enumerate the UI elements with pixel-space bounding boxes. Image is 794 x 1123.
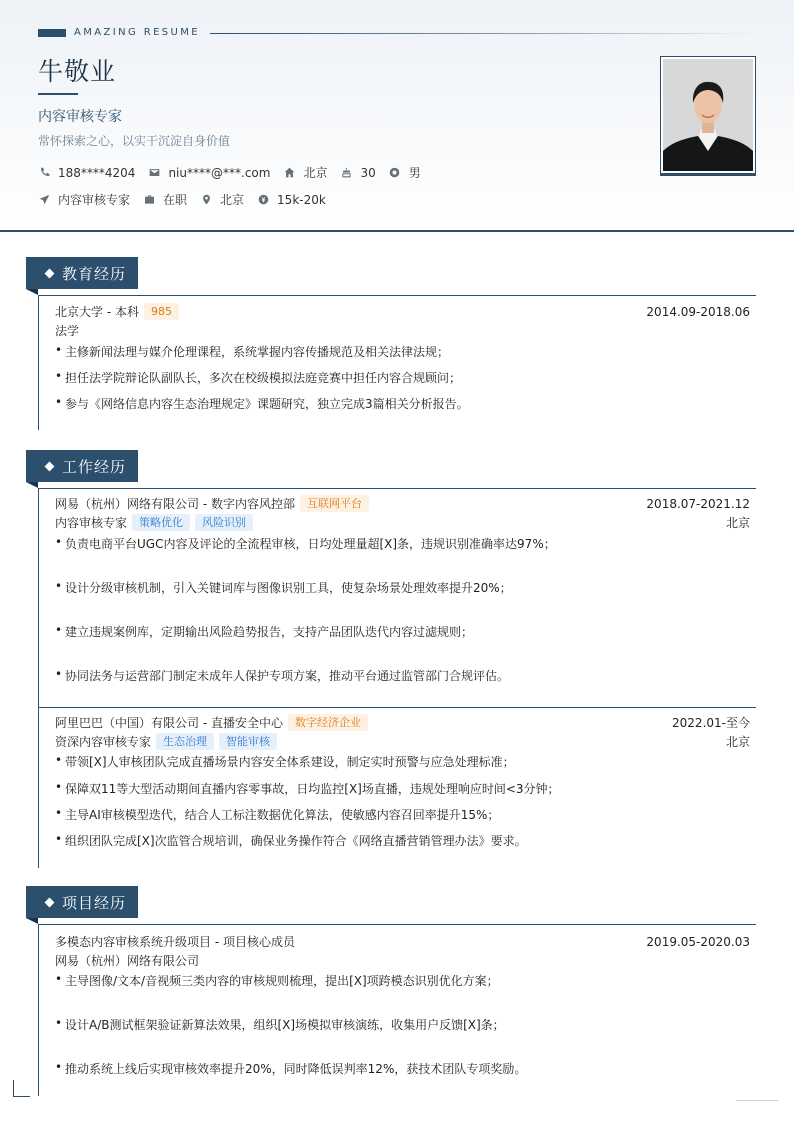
list-item: • 参与《网络信息内容生态治理规定》课题研究，独立完成3篇相关分析报告。: [55, 395, 469, 411]
diamond-icon: [45, 897, 55, 907]
bullet-divider: [38, 574, 39, 614]
list-item: • 协同法务与运营部门制定未成年人保护专项方案，推动平台通过监管部门合规评估。: [55, 667, 510, 683]
salary-text: 15k-20k: [277, 192, 326, 207]
name-underline: [38, 93, 78, 95]
education-date: 2014.09-2018.06: [646, 304, 750, 319]
age-text: 30: [360, 165, 376, 180]
list-item: • 担任法学院辩论队副队长，多次在校级模拟法庭竞赛中担任内容合规顾问；: [55, 369, 462, 385]
intent-city-text: 北京: [220, 193, 245, 207]
section-rule: [38, 488, 756, 489]
home-icon: [283, 167, 295, 179]
phone-text: 188****4204: [58, 165, 136, 180]
phone-icon: [38, 167, 50, 179]
work-heading-text: 工作经历: [62, 457, 127, 476]
list-item: • 带领[X]人审核团队完成直播场景内容安全体系建设，制定实时预警与应急处理标准；: [55, 753, 515, 769]
job-date: 2022.01-至今: [672, 716, 750, 730]
section-rule: [38, 295, 756, 296]
bullet-divider: [38, 364, 39, 386]
job-city: 北京: [725, 735, 750, 749]
list-item: • 设计A/B测试框架验证新算法效果，组织[X]场模拟审核演练，收集用户反馈[X]条；: [55, 1016, 505, 1032]
status-info: [143, 191, 187, 208]
location-pin-icon: [200, 194, 212, 206]
banner-text: AMAZING RESUME: [74, 27, 200, 38]
project-date: 2019.05-2020.03: [646, 934, 750, 949]
briefcase-icon: [143, 194, 155, 206]
company: 网易（杭州）网络有限公司 - 数字内容风控部: [55, 497, 295, 511]
banner-accent: [38, 29, 66, 37]
list-item: • 推动系统上线后实现审核效率提升20%，同时降低误判率12%，获技术团队专项奖励。: [55, 1060, 527, 1076]
list-item: • 设计分级审核机制，引入关键词库与图像识别工具，使复杂场景处理效率提升20%；: [55, 579, 512, 595]
email-info: [148, 166, 270, 180]
job-title: 内容审核专家: [38, 109, 122, 125]
skill-tag: 风险识别: [195, 514, 253, 531]
job-date: 2018.07-2021.12: [646, 496, 750, 511]
contact-row: [38, 164, 434, 181]
bullet-divider: [38, 827, 39, 849]
project-name-role: 多模态内容审核系统升级项目 - 项目核心成员: [55, 935, 295, 949]
diamond-icon: [45, 461, 55, 471]
bullet-divider: [38, 618, 39, 658]
list-item: • 主修新闻法理与媒介伦理课程，系统掌握内容传播规范及相关法律法规；: [55, 343, 450, 359]
candidate-name: 牛敬业: [38, 57, 117, 86]
job-separator: [38, 707, 756, 708]
position: 内容审核专家: [55, 516, 128, 530]
bullet-divider: [38, 390, 39, 412]
bullet-divider: [38, 662, 39, 702]
education-entry: [55, 302, 750, 340]
send-icon: [38, 194, 50, 206]
major: 法学: [55, 324, 80, 338]
education-heading-text: 教育经历: [62, 264, 127, 283]
education-heading: [26, 257, 138, 289]
list-item: • 主导图像/文本/音视频三类内容的审核规则梳理，提出[X]项跨模态识别优化方案；: [55, 972, 499, 988]
salary-info: [257, 193, 326, 207]
cake-icon: [340, 167, 352, 179]
heading-fold: [26, 918, 38, 924]
banner-line: [210, 33, 755, 34]
intent-city-info: [200, 191, 244, 208]
city-info: [283, 164, 327, 181]
intent-position-info: [38, 191, 130, 208]
list-item: • 保障双11等大型活动期间直播内容零事故，日均监控[X]场直播，违规处理响应时间<3分钟；: [55, 780, 560, 796]
skill-tag: 策略优化: [132, 514, 190, 531]
list-item: • 主导AI审核模型迭代，结合人工标注数据优化算法，使敏感内容召回率提升15%；: [55, 806, 500, 822]
job-entry: [55, 494, 750, 532]
gender-info: [389, 164, 421, 181]
school-degree: 北京大学 - 本科: [55, 305, 139, 319]
profile-photo: [663, 59, 753, 171]
section-rule: [38, 924, 756, 925]
job-intent-row: [38, 191, 339, 208]
gender-icon: [389, 167, 401, 179]
company: 阿里巴巴（中国）有限公司 - 直播安全中心: [55, 716, 283, 730]
heading-fold: [26, 482, 38, 488]
skill-tag: 生态治理: [156, 733, 214, 750]
phone-info: [38, 166, 135, 180]
city-text: 北京: [303, 166, 328, 180]
industry-tag: 互联网平台: [300, 495, 369, 512]
bullet-divider: [38, 1055, 39, 1095]
diamond-icon: [45, 268, 55, 278]
project-entry: [55, 932, 750, 970]
mail-icon: [148, 167, 160, 179]
bullet-divider: [38, 801, 39, 823]
salary-icon: [257, 194, 269, 206]
industry-tag: 数字经济企业: [288, 714, 368, 731]
project-heading: [26, 886, 138, 918]
motto: 常怀探索之心，以实干沉淀自身价值: [38, 134, 231, 148]
list-item: • 组织团队完成[X]次监管合规培训，确保业务操作符合《网络直播营销管理办法》要求。: [55, 832, 527, 848]
page-corner-line: [736, 1100, 778, 1101]
job-entry: [55, 713, 750, 751]
status-text: 在职: [163, 193, 188, 207]
position: 资深内容审核专家: [55, 735, 152, 749]
bullet-divider: [38, 775, 39, 797]
job-city: 北京: [725, 516, 750, 530]
skill-tag: 智能审核: [219, 733, 277, 750]
list-item: • 建立违规案例库，定期输出风险趋势报告，支持产品团队迭代内容过滤规则；: [55, 623, 474, 639]
work-heading: [26, 450, 138, 482]
intent-position-text: 内容审核专家: [58, 193, 131, 207]
list-item: • 负责电商平台UGC内容及评论的全流程审核，日均处理量超[X]条，违规识别准确率达97%；: [55, 535, 556, 551]
profile-photo-frame: [660, 56, 756, 174]
age-info: [340, 166, 375, 180]
heading-fold: [26, 289, 38, 295]
header-divider: [0, 230, 794, 232]
gender-text: 男: [408, 166, 421, 180]
page-corner-mark: [13, 1080, 30, 1097]
project-heading-text: 项目经历: [62, 893, 127, 912]
email-text: niu****@***.com: [168, 165, 271, 180]
school-tag: 985: [144, 303, 179, 320]
project-company: 网易（杭州）网络有限公司: [55, 954, 200, 968]
bullet-divider: [38, 1011, 39, 1051]
